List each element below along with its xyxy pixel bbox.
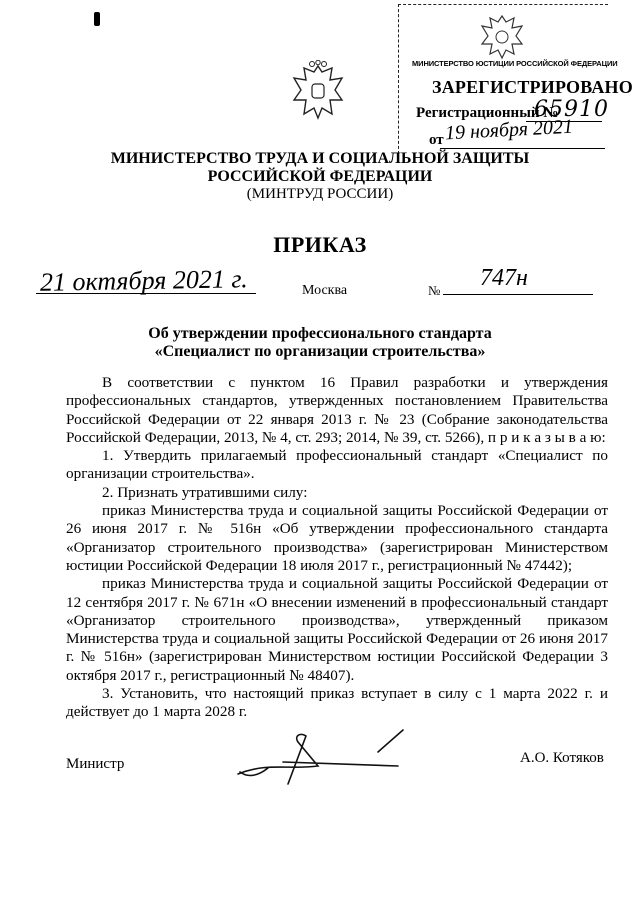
stamp-emblem-icon xyxy=(478,12,526,62)
paragraph-item-1: 1. Утвердить прилагаемый профессиональный стандарт «Специалист по организации строительства». xyxy=(66,447,608,483)
order-city: Москва xyxy=(302,283,348,298)
order-number: 747н xyxy=(480,265,528,291)
stamp-date-value: 19 ноября 2021 xyxy=(444,115,574,145)
ministry-name-line-1: МИНИСТЕРСТВО ТРУДА И СОЦИАЛЬНОЙ ЗАЩИТЫ xyxy=(110,150,530,167)
stamp-registered: ЗАРЕГИСТРИРОВАНО xyxy=(432,77,633,97)
paragraph-item-2: 2. Признать утратившими силу: xyxy=(102,483,308,501)
corner-mark xyxy=(94,12,100,26)
stamp-border-top xyxy=(398,4,608,5)
document-type: ПРИКАЗ xyxy=(273,232,367,257)
subject-line-1: Об утверждении профессионального стандарта xyxy=(148,325,492,342)
registration-stamp xyxy=(398,4,633,154)
stamp-date-label: от xyxy=(429,132,444,148)
coat-of-arms-icon xyxy=(290,60,346,124)
order-number-label: № xyxy=(428,283,441,298)
ministry-name-line-2: РОССИЙСКОЙ ФЕДЕРАЦИИ xyxy=(207,168,433,185)
paragraph-preamble: В соответствии с пунктом 16 Правил разработки и утверждения профессиональных стандартов, утвержденных постановлением Правительства Российской Федерации от 22 января 2013 г. № 23 (Собрание законодательства Российской Федерации, 2013, № 4, ст. 293; 2014, № 39, ст. 5266), п р и к а з ы в а ю: xyxy=(66,374,608,446)
paragraph-repealed-order-1: приказ Министерства труда и социальной защиты Российской Федерации от 26 июня 2017 г. № 516н «Об утверждении профессионального стандарта «Организатор строительного производства» (зарегистрирован Министерством юстиции Российской Федерации 18 июля 2017 г., регистрационный № 47442); xyxy=(66,502,608,574)
stamp-date-underline xyxy=(440,148,605,149)
stamp-number-value: 65910 xyxy=(534,97,609,122)
stamp-number-label: Регистрационный № xyxy=(416,105,559,121)
order-body xyxy=(66,374,608,722)
order-date-underline xyxy=(36,293,256,294)
paragraph-repealed-order-2: приказ Министерства труда и социальной защиты Российской Федерации от 12 сентября 2017 г. № 671н «О внесении изменений в профессиональный стандарт «Организатор строительного производства», утвержденный приказом Министерства труда и социальной защиты Российской Федерации от 26 июня 2017 г. № 516н» (зарегистрирован Министерством юстиции Российской Федерации 3 октября 2017 г., регистрационный № 48407). xyxy=(66,575,608,684)
signer-name: А.О. Котяков xyxy=(520,750,604,766)
stamp-border-left xyxy=(398,4,399,154)
paragraph-item-3: 3. Установить, что настоящий приказ вступает в силу с 1 марта 2022 г. и действует до 1 марта 2028 г. xyxy=(66,685,608,721)
order-date: 21 октября 2021 г. xyxy=(39,264,248,297)
subject-line-2: «Специалист по организации строительства» xyxy=(154,343,486,360)
stamp-ministry: МИНИСТЕРСТВО ЮСТИЦИИ РОССИЙСКОЙ ФЕДЕРАЦИИ xyxy=(412,59,618,68)
order-number-underline xyxy=(443,294,593,295)
signer-role: Министр xyxy=(66,756,125,772)
handwritten-signature xyxy=(228,722,408,792)
ministry-short-name: (МИНТРУД РОССИИ) xyxy=(246,186,394,202)
